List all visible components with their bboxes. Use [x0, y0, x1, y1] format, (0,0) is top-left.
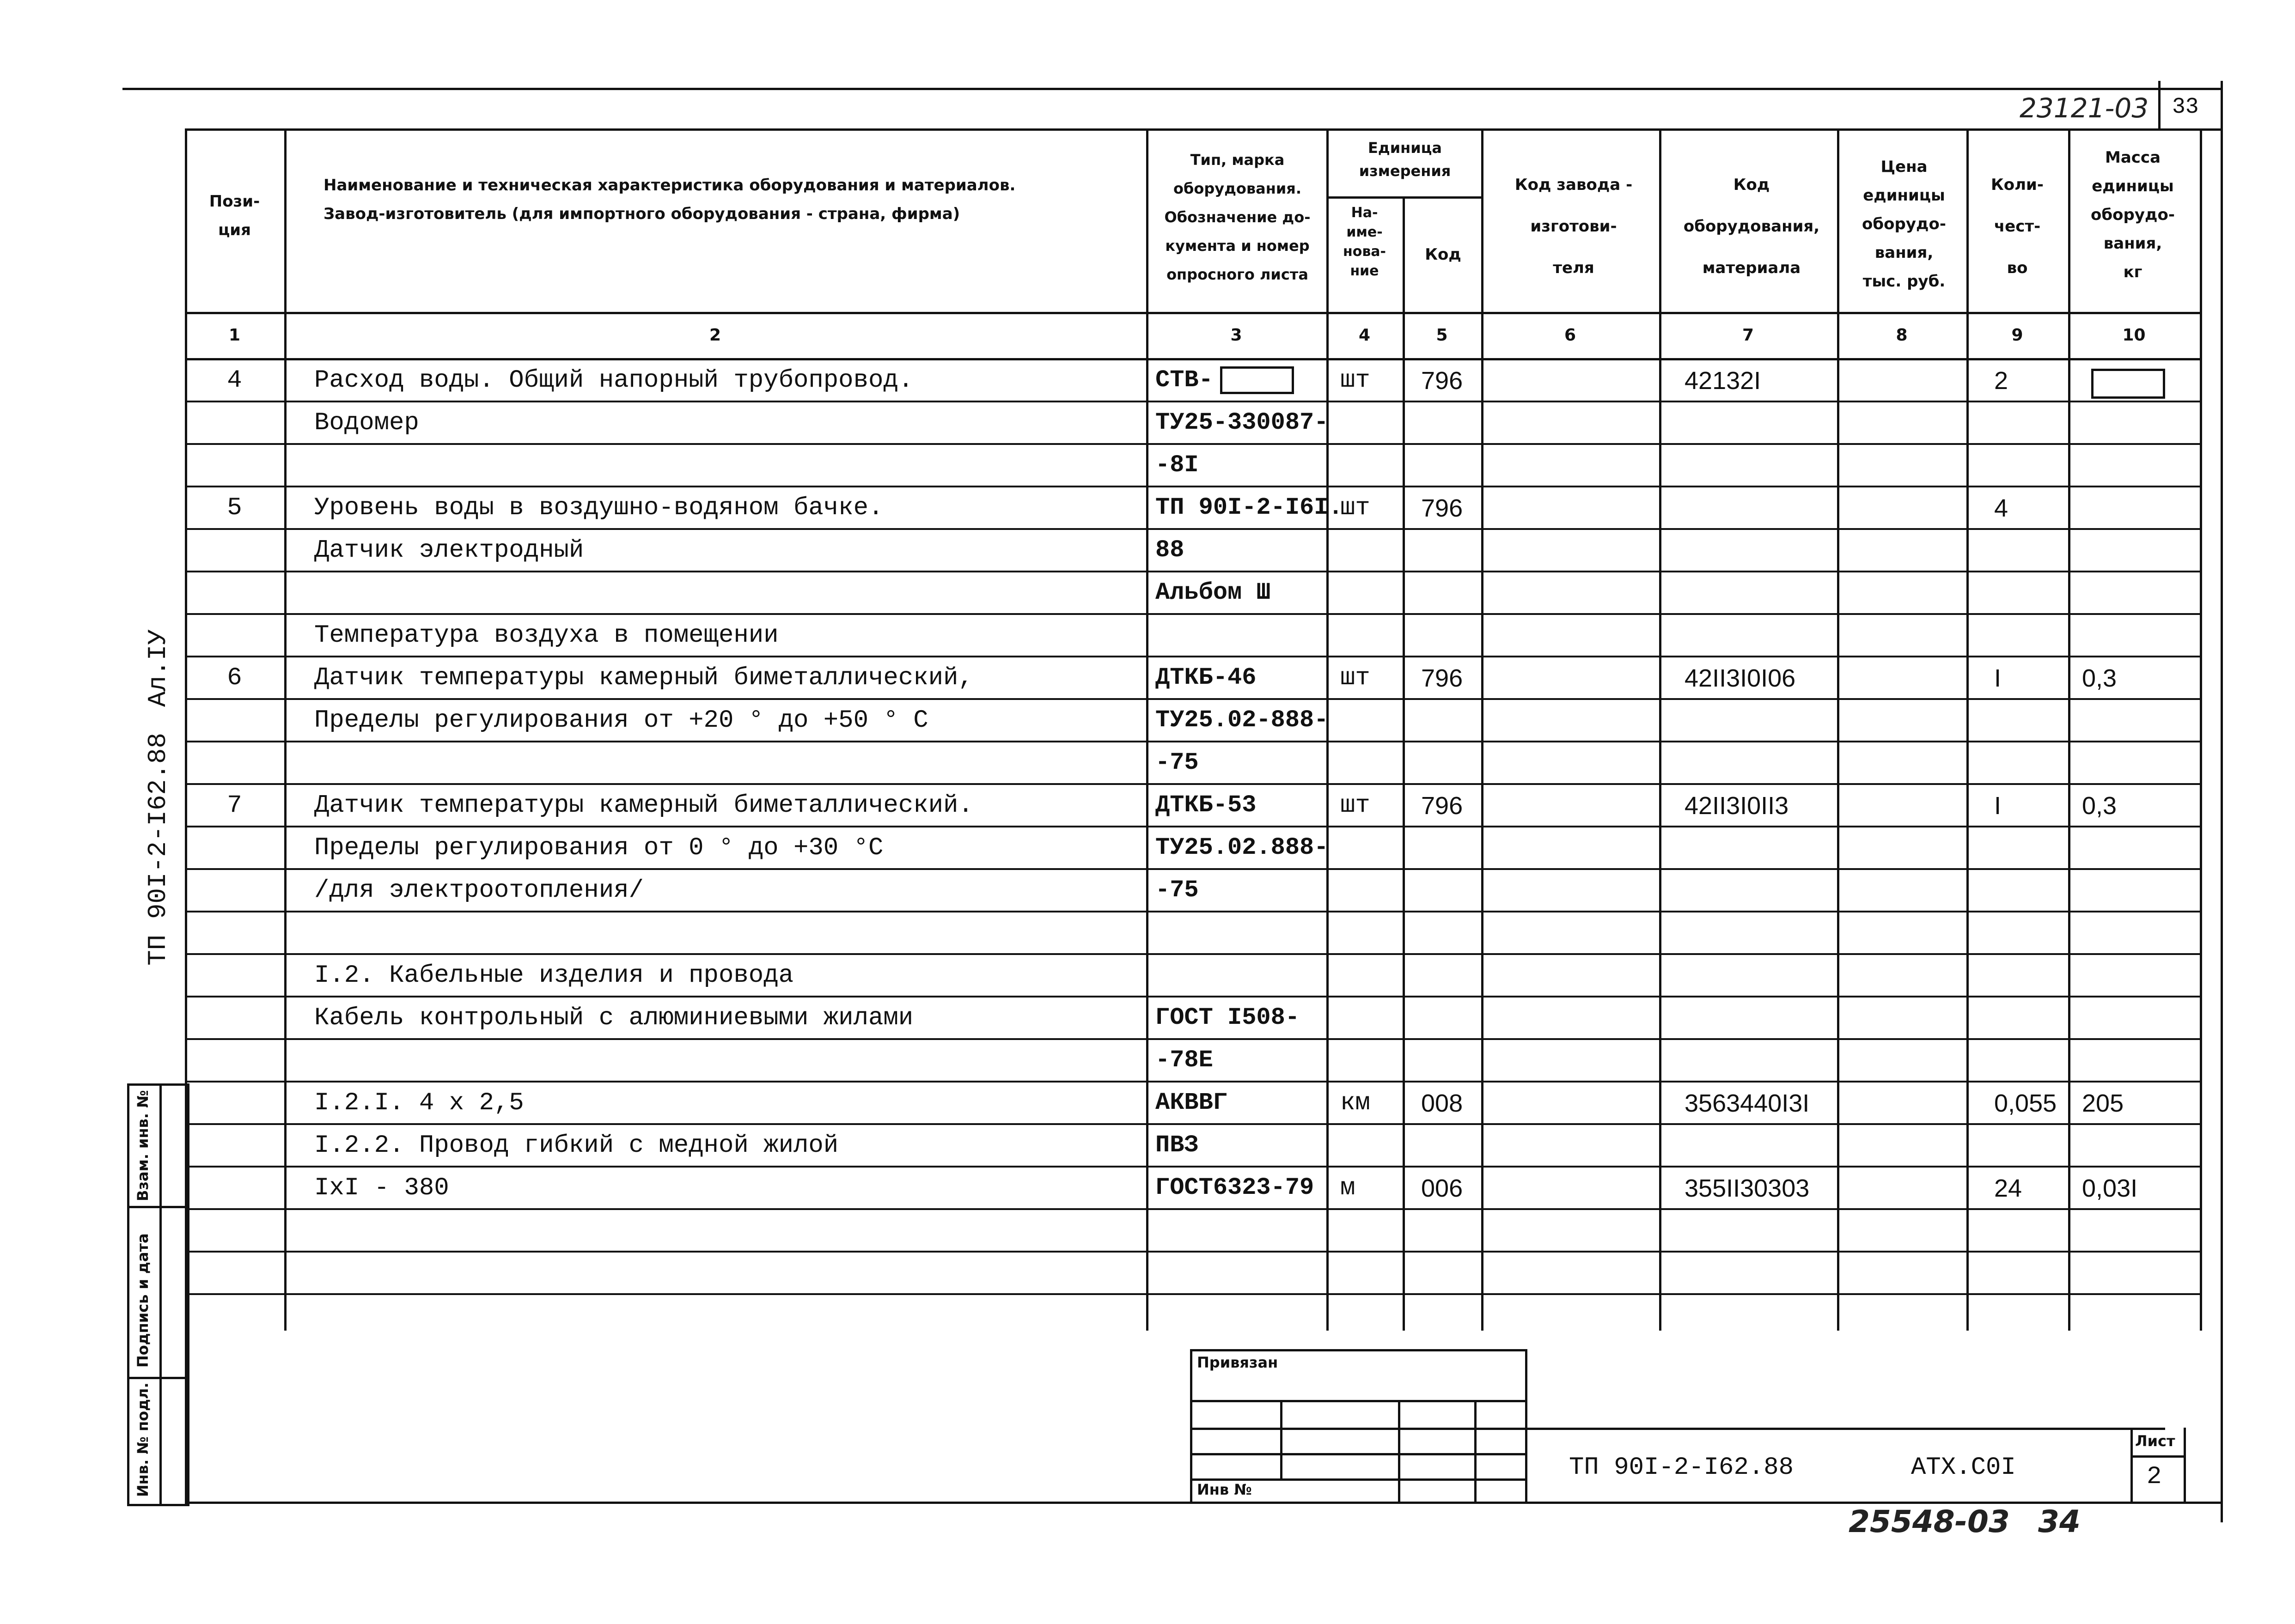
cell-mass: 0,3	[2082, 792, 2117, 820]
cell-qty: I	[1994, 664, 2002, 692]
cell-equip: 42132I	[1685, 367, 1761, 395]
side-stamp-signature: Подпись и дата	[134, 1233, 152, 1368]
cell-name: Датчик электродный	[314, 536, 584, 565]
cell-equip: 355II30303	[1685, 1174, 1810, 1202]
cell-name: Водомер	[314, 409, 419, 437]
cell-type: ГОСТ I508-	[1155, 1004, 1300, 1031]
cell-code: 006	[1421, 1174, 1463, 1202]
column-line-10	[2200, 128, 2202, 1331]
cell-type: 88	[1155, 536, 1184, 564]
footer-row-1	[1190, 1400, 1527, 1402]
cell-name: Температура воздуха в помещении	[314, 621, 779, 650]
cell-type: -75	[1155, 749, 1199, 776]
table-row-line	[185, 401, 2202, 402]
side-stamp-divider-1	[127, 1206, 187, 1208]
title-sheet-right	[2184, 1428, 2186, 1504]
table-row-line	[185, 1293, 2202, 1295]
table-row-line	[185, 443, 2202, 445]
footer-col-3	[1474, 1400, 1477, 1504]
header-position: Пози- ция	[209, 192, 260, 239]
cell-unit: м	[1340, 1174, 1355, 1202]
header-unit-group: Единица измерения	[1359, 139, 1451, 180]
footer-col-2	[1398, 1400, 1400, 1504]
cell-equip: 42II3I0I06	[1685, 664, 1796, 692]
side-stamp-inv: Инв. № подл.	[134, 1382, 152, 1497]
cell-qty: I	[1994, 792, 2002, 820]
side-stamp-divider-2	[127, 1377, 187, 1379]
title-sheet-divider	[2130, 1428, 2133, 1504]
cell-name: Пределы регулирования от 0 ° до +30 °С	[314, 834, 884, 862]
handwritten-bottom-code: 25548-03	[1849, 1504, 2010, 1539]
column-number-4: 4	[1358, 326, 1371, 345]
side-album: Ал.IУ	[143, 629, 173, 707]
table-row-line	[185, 996, 2202, 998]
column-line-6	[1659, 128, 1661, 1331]
handwritten-page: 34	[2038, 1504, 2081, 1539]
footer-top	[1190, 1349, 1527, 1351]
cell-name: I.2. Кабельные изделия и провода	[314, 961, 793, 990]
header-bottom-line	[185, 312, 2202, 314]
cell-qty: 2	[1994, 367, 2008, 395]
column-number-10: 10	[2122, 326, 2146, 345]
cell-code: 796	[1421, 664, 1463, 692]
cell-type: Альбом Ш	[1155, 579, 1271, 606]
footer-inv-label: Инв №	[1197, 1481, 1252, 1498]
footer-sheet-value: 2	[2147, 1463, 2162, 1491]
header-equipment-code: Код оборудования, материала	[1683, 176, 1820, 277]
footer-sheet-label: Лист	[2135, 1432, 2175, 1450]
cell-qty: 24	[1994, 1174, 2022, 1202]
column-line-7	[1837, 128, 1839, 1331]
cell-pos: 4	[227, 366, 242, 395]
header-factory-code: Код завода - изготови- теля	[1514, 176, 1633, 277]
footer-row-3	[1190, 1453, 1527, 1455]
header-type: Тип, марка оборудования. Обозначение до- кумента и номер опросного листа	[1164, 151, 1311, 283]
table-row-line	[185, 783, 2202, 785]
footer-bound-label: Привязан	[1197, 1354, 1278, 1371]
cell-type: ТУ25.02-888-	[1155, 706, 1329, 734]
column-number-9: 9	[2011, 326, 2023, 345]
cell-type: ТУ25-330087-	[1155, 409, 1329, 436]
table-row-line	[185, 1038, 2202, 1040]
sheet-num-divider	[2158, 81, 2161, 129]
number-row-bottom-line	[185, 358, 2202, 360]
table-row-line	[185, 1081, 2202, 1083]
cell-equip: 3563440I3I	[1685, 1089, 1810, 1117]
table-row-line	[185, 571, 2202, 572]
table-row-line	[185, 1166, 2202, 1168]
cell-name: IхI - 380	[314, 1174, 449, 1202]
cell-unit: шт	[1340, 494, 1370, 522]
footer-doc-code: АТХ.С0I	[1911, 1454, 2016, 1482]
table-row-line	[185, 1251, 2202, 1253]
cell-pos: 6	[227, 664, 242, 692]
header-mass: Масса единицы оборудо- вания, кг	[2091, 148, 2175, 281]
sheet-number: 33	[2172, 95, 2199, 120]
cell-type: ГОСТ6323-79	[1155, 1174, 1314, 1201]
column-line-1	[284, 128, 287, 1331]
column-number-1: 1	[228, 326, 241, 345]
side-stamp-vdivider	[159, 1083, 162, 1504]
cell-name: Уровень воды в воздушно-водяном бачке.	[314, 494, 884, 522]
cell-name: Кабель контрольный с алюминиевыми жилами	[314, 1004, 914, 1032]
column-line-4	[1403, 196, 1405, 1331]
cell-equip: 42II3I0II3	[1685, 792, 1789, 820]
cell-type: ПВЗ	[1155, 1131, 1199, 1159]
table-row-line	[185, 1123, 2202, 1125]
cell-name: Датчик температуры камерный биметаллический.	[314, 791, 973, 820]
cell-type: СТВ-	[1155, 366, 1213, 394]
footer-col-1	[1280, 1400, 1282, 1478]
cell-mass: 205	[2082, 1089, 2124, 1117]
title-sheet-hline	[2130, 1455, 2186, 1458]
column-number-8: 8	[1896, 326, 1908, 345]
header-unit-code: Код	[1425, 245, 1461, 264]
table-row-line	[185, 911, 2202, 912]
cell-name: Пределы регулирования от +20 ° до +50 ° С	[314, 706, 928, 735]
cell-type: -75	[1155, 876, 1199, 904]
cell-name: I.2.2. Провод гибкий с медной жилой	[314, 1131, 839, 1160]
cell-name: Датчик температуры камерный биметаллический,	[314, 664, 973, 692]
unit-subheader-line	[1326, 196, 1483, 199]
cell-type: ТП 90I-2-I6I.	[1155, 494, 1343, 521]
top-border	[122, 88, 2223, 90]
cell-type: ДТКБ-46	[1155, 664, 1257, 691]
column-number-7: 7	[1742, 326, 1754, 345]
right-border	[2221, 81, 2223, 1522]
footer-row-2	[1190, 1428, 1527, 1430]
cell-name: Расход воды. Общий напорный трубопровод.	[314, 366, 914, 395]
cell-name: /для электроотопления/	[314, 876, 644, 905]
cell-qty: 0,055	[1994, 1089, 2057, 1117]
cell-type: ТУ25.02.888-	[1155, 834, 1329, 861]
table-row-line	[185, 741, 2202, 742]
table-row-line	[185, 826, 2202, 827]
cell-type: АКВВГ	[1155, 1089, 1228, 1116]
column-line-5	[1481, 128, 1483, 1331]
cell-code: 796	[1421, 792, 1463, 820]
cell-type: -78Е	[1155, 1046, 1213, 1074]
table-row-line	[185, 698, 2202, 700]
handwritten-code: 23121-03	[2020, 92, 2149, 124]
cell-name: I.2.I. 4 х 2,5	[314, 1089, 524, 1117]
cell-unit: шт	[1340, 791, 1370, 820]
cell-type: ДТКБ-53	[1155, 791, 1257, 819]
cell-unit: км	[1340, 1089, 1370, 1117]
table-row-line	[185, 1208, 2202, 1210]
column-number-6: 6	[1564, 326, 1576, 345]
table-row-line	[185, 953, 2202, 955]
cell-pos: 5	[227, 494, 242, 522]
cell-pos: 7	[227, 791, 242, 820]
cell-code: 796	[1421, 367, 1463, 395]
blank-field-type	[1220, 366, 1294, 394]
cell-code: 796	[1421, 494, 1463, 522]
column-number-2: 2	[709, 326, 721, 345]
table-row-line	[185, 486, 2202, 487]
cell-type: -8I	[1155, 451, 1199, 479]
cell-unit: шт	[1340, 366, 1370, 395]
cell-unit: шт	[1340, 664, 1370, 692]
title-block-top	[1527, 1428, 2165, 1430]
header-unit-name: На- име- нова- ние	[1343, 205, 1386, 279]
column-number-3: 3	[1230, 326, 1242, 345]
footer-doc-id: ТП 90I-2-I62.88	[1569, 1454, 1794, 1482]
table-row-line	[185, 868, 2202, 870]
table-row-line	[185, 528, 2202, 530]
blank-field-mass	[2091, 369, 2165, 399]
column-line-8	[1966, 128, 1969, 1331]
column-line-9	[2068, 128, 2070, 1331]
cell-mass: 0,3	[2082, 664, 2117, 692]
column-line-2	[1146, 128, 1148, 1331]
side-stamp-replace: Взам. инв. №	[134, 1090, 152, 1201]
column-number-5: 5	[1436, 326, 1448, 345]
table-row-line	[185, 613, 2202, 615]
cell-mass: 0,03I	[2082, 1174, 2138, 1202]
side-doc-id: ТП 90I-2-I62.88	[143, 732, 173, 966]
cell-qty: 4	[1994, 494, 2008, 522]
header-quantity: Коли- чест- во	[1991, 176, 2044, 277]
table-row-line	[185, 656, 2202, 657]
header-price: Цена единицы оборудо- вания, тыс. руб.	[1862, 158, 1946, 291]
header-name: Наименование и техническая характеристика оборудования и материалов. Завод-изготовитель (для импортного оборудования - страна, фирма)	[323, 176, 1016, 223]
table-top	[185, 128, 2223, 131]
cell-code: 008	[1421, 1089, 1463, 1117]
